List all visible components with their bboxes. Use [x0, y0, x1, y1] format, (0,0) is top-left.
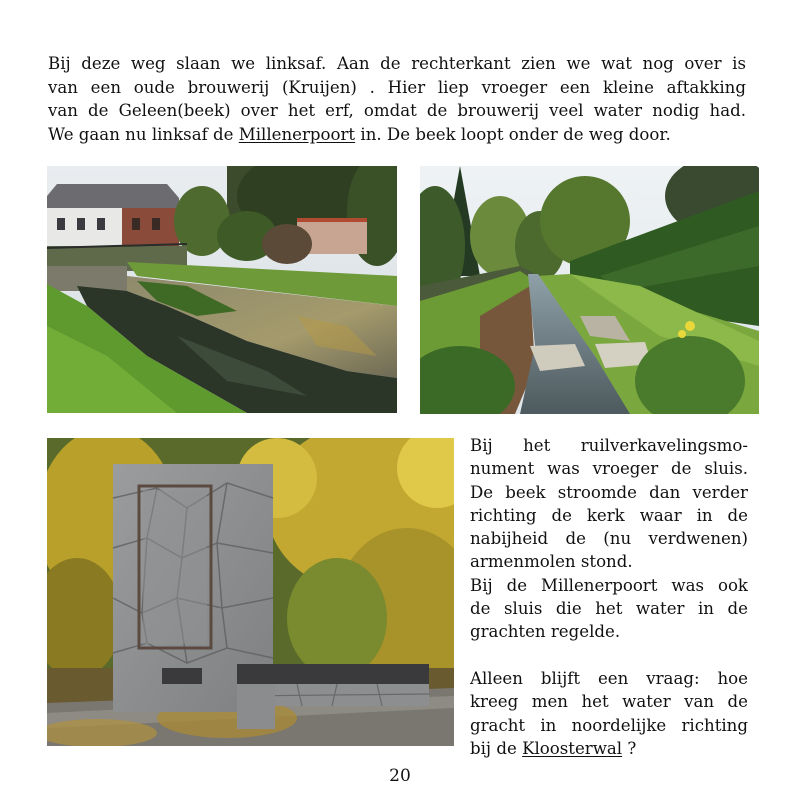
side-line: richting de kerk waar in de	[470, 505, 748, 525]
side-line: nument was vroeger de sluis.	[470, 459, 748, 479]
side-line: Alleen blijft een vraag: hoe	[470, 668, 748, 688]
side-line: de sluis die het water in de	[470, 599, 748, 619]
side-line: Bij het ruilverkavelingsmo-	[470, 436, 748, 455]
intro-line-4-start: We gaan nu linksaf de	[48, 124, 239, 144]
page-number: 20	[389, 766, 411, 786]
intro-line-2: van een oude brouwerij (Kruijen) . Hier liep vroeger een kleine aftakking	[48, 77, 746, 97]
side-line: armenmolen stond.	[470, 552, 633, 572]
side-line: grachten regelde.	[470, 622, 621, 642]
paragraph-gap	[470, 644, 748, 667]
side-line-last-start: bij de	[470, 738, 523, 758]
side-line: kreeg men het water van de	[470, 692, 748, 712]
side-line: gracht in noordelijke richting	[470, 715, 748, 735]
intro-line-1: Bij deze weg slaan we linksaf. Aan de rechterkant zien we wat nog over is	[48, 54, 746, 73]
photo-bridge-over-stream	[47, 166, 397, 413]
side-text	[470, 434, 748, 760]
photo-ruilverkaveling-monument	[47, 438, 454, 746]
intro-paragraph	[48, 52, 746, 146]
intro-line-4-end: in. De beek loopt onder de weg door.	[355, 124, 671, 144]
intro-line-3: van de Geleen(beek) over het erf, omdat de brouwerij veel water nodig had.	[48, 101, 746, 120]
kloosterwal-link[interactable]: Kloosterwal	[522, 738, 623, 758]
side-line: De beek stroomde dan verder	[470, 482, 748, 502]
intro-line-4	[48, 123, 746, 147]
millenerpoort-link[interactable]: Millenerpoort	[238, 124, 356, 144]
photo-stream-between-hedges	[420, 166, 759, 414]
side-line-last-end: ?	[622, 738, 637, 758]
side-line-last	[470, 737, 748, 760]
side-line: Bij de Millenerpoort was ook	[470, 575, 748, 595]
side-line: nabijheid de (nu verdwenen)	[470, 529, 748, 549]
